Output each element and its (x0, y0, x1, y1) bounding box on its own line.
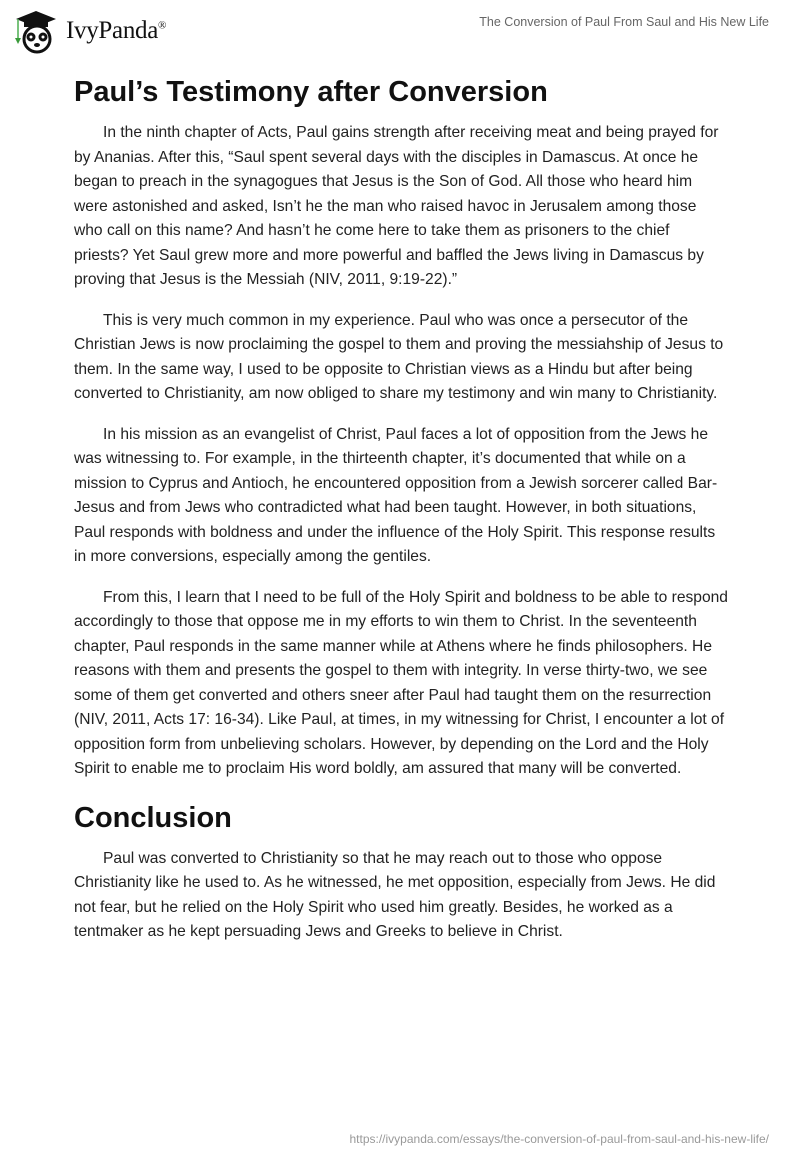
source-url[interactable]: https://ivypanda.com/essays/the-conversion-of-paul-from-saul-and-his-new-life/ (349, 1132, 769, 1146)
section-heading-conclusion: Conclusion (74, 801, 232, 834)
essay-content (74, 70, 728, 961)
panda-graduate-icon (12, 8, 60, 54)
paragraph: Paul was converted to Christianity so that he may reach out to those who oppose Christianity like he used to. As he witnessed, he met opposition, especially from Jews. He did not fear, but he relied on the Holy Spirit who used him greatly. Besides, he worked as a tentmaker as he kept persuading Jews and Greeks to believe in Christ. (74, 849, 716, 940)
paragraph: This is very much common in my experience. Paul who was once a persecutor of the Christian Jews is now proclaiming the gospel to them and proving the messiahship of Jesus to them. In the same way, I used to be opposite to Christian views as a Hindu but after being converted to Christianity, am now obliged to share my testimony and win many to Christianity. (74, 311, 724, 402)
section-heading-testimony: Paul’s Testimony after Conversion (74, 76, 548, 108)
paragraph: In the ninth chapter of Acts, Paul gains strength after receiving meat and being prayed for by Ananias. After this, “Saul spent several days with the disciples in Damascus. At once he began to preach in the synagogues that Jesus is the Son of God. All those who heard him were astonished and asked, Isn’t he the man who raised havoc in Jerusalem among those who call on this name? And hasn’t he come here to take them as prisoners to the chief priests? Yet Saul grew more and more powerful and baffled the Jews living in Damascus by proving that Jesus is the Messiah (NIV, 2011, 9:19-22).” (74, 124, 719, 288)
logo-text: IvyPanda® (66, 17, 167, 44)
paragraph: From this, I learn that I need to be full of the Holy Spirit and boldness to be able to respond accordingly to those that oppose me in my efforts to win them to Christ. In the seventeenth chapter, Paul responds in the same manner while at Athens where he finds philosophers. He reasons with them and presents the gospel to them with integrity. In verse thirty-two, we see some of them get converted and others sneer after Paul had taught them on the resurrection (NIV, 2011, Acts 17: 16-34). Like Paul, at times, in my witnessing for Christ, I encounter a lot of opposition form from unbelieving scholars. However, by depending on the Lord and the Holy Spirit to enable me to proclaim His word boldly, am assured that many will be converted. (74, 588, 728, 777)
ivypanda-logo[interactable] (12, 8, 166, 54)
paragraph: In his mission as an evangelist of Christ, Paul faces a lot of opposition from the Jews he was witnessing to. For example, in the thirteenth chapter, it’s documented that while on a mission to Cyprus and Antioch, he encountered opposition from a Jewish sorcerer called Bar-Jesus and from Jews who contradicted what had been taught. However, in both situations, Paul responds with boldness and under the influence of the Holy Spirit. This response results in more conversions, especially among the gentiles. (74, 425, 718, 565)
document-title: The Conversion of Paul From Saul and His New Life (479, 15, 769, 29)
